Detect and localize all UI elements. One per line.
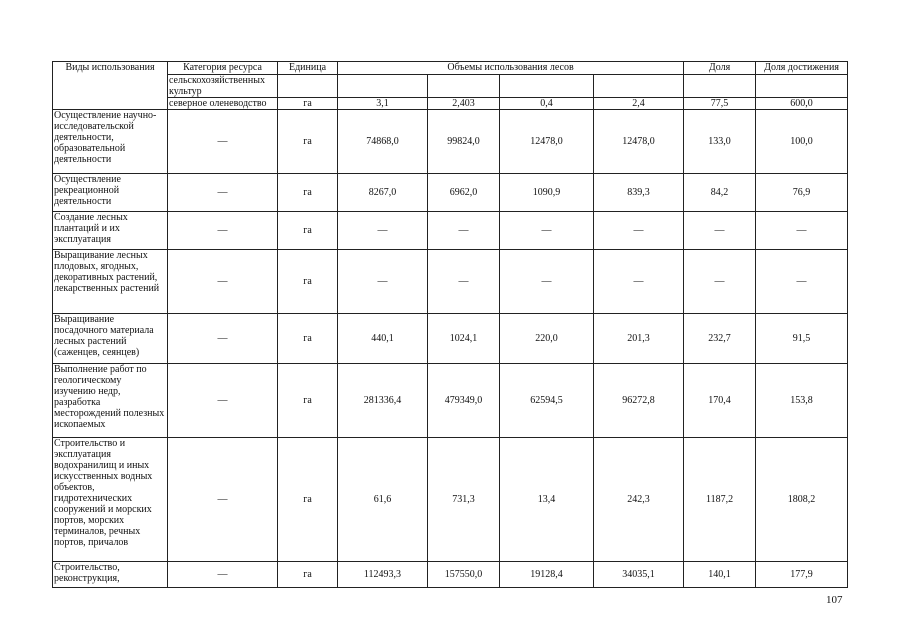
volume-cell: 99824,0: [428, 110, 500, 174]
achievement-cell: 177,9: [756, 562, 848, 588]
achievement-cell: —: [756, 250, 848, 314]
volume-cell: —: [338, 250, 428, 314]
share-cell: 140,1: [684, 562, 756, 588]
achievement-cell: 600,0: [756, 98, 848, 110]
table-row: [53, 250, 848, 314]
volume-cell: —: [500, 212, 594, 250]
header-row: [53, 62, 848, 75]
table-row: [53, 438, 848, 562]
unit-cell: га: [278, 250, 338, 314]
volume-cell: 281336,4: [338, 364, 428, 438]
usage-name: Выращивание посадочного материала лесных растений (саженцев, сеянцев): [53, 314, 168, 364]
subrow-agriculture: [53, 75, 848, 98]
table-row: [53, 174, 848, 212]
unit-cell: га: [278, 174, 338, 212]
share-cell: —: [684, 212, 756, 250]
share-cell: 1187,2: [684, 438, 756, 562]
empty-cell: [428, 75, 500, 98]
usage-name: Строительство, реконструкция,: [53, 562, 168, 588]
subrow-reindeer: [53, 98, 848, 110]
header-share: Доля: [684, 62, 756, 75]
volume-cell: 440,1: [338, 314, 428, 364]
volume-cell: 12478,0: [500, 110, 594, 174]
category-agriculture: сельскохозяйственных культур: [168, 75, 278, 98]
volume-cell: 1090,9: [500, 174, 594, 212]
volume-cell: 19128,4: [500, 562, 594, 588]
achievement-cell: —: [756, 212, 848, 250]
share-cell: 170,4: [684, 364, 756, 438]
category-cell: —: [168, 212, 278, 250]
volume-cell: 34035,1: [594, 562, 684, 588]
usage-name: Создание лесных плантаций и их эксплуатация: [53, 212, 168, 250]
volume-cell: 61,6: [338, 438, 428, 562]
volume-cell: —: [338, 212, 428, 250]
category-cell: —: [168, 174, 278, 212]
empty-cell: [594, 75, 684, 98]
header-achievement-share: Доля достижения: [756, 62, 848, 75]
unit-cell: га: [278, 98, 338, 110]
usage-name: Осуществление рекреационной деятельности: [53, 174, 168, 212]
usage-name: Строительство и эксплуатация водохранилищ и иных искусственных водных объектов, гидротехнических сооружений и морских портов, морских терминалов, речных портов, причалов: [53, 438, 168, 562]
volume-cell: 112493,3: [338, 562, 428, 588]
empty-cell: [684, 75, 756, 98]
header-unit: Единица: [278, 62, 338, 75]
empty-cell: [338, 75, 428, 98]
volume-cell: 242,3: [594, 438, 684, 562]
volume-cell: 479349,0: [428, 364, 500, 438]
table-row: [53, 110, 848, 174]
volume-cell: 731,3: [428, 438, 500, 562]
volume-cell: 3,1: [338, 98, 428, 110]
usage-name: Выполнение работ по геологическому изучению недр, разработка месторождений полезных ископаемых: [53, 364, 168, 438]
table-row: [53, 562, 848, 588]
volume-cell: 1024,1: [428, 314, 500, 364]
volume-cell: 157550,0: [428, 562, 500, 588]
volume-cell: —: [500, 250, 594, 314]
share-cell: 77,5: [684, 98, 756, 110]
volume-cell: —: [594, 212, 684, 250]
usage-name: Выращивание лесных плодовых, ягодных, декоративных растений, лекарственных растений: [53, 250, 168, 314]
header-volumes: Объемы использования лесов: [338, 62, 684, 75]
unit-cell: га: [278, 212, 338, 250]
page-number: 107: [826, 594, 843, 606]
share-cell: 232,7: [684, 314, 756, 364]
category-cell: —: [168, 438, 278, 562]
achievement-cell: 100,0: [756, 110, 848, 174]
empty-cell: [756, 75, 848, 98]
volume-cell: —: [428, 212, 500, 250]
volume-cell: 839,3: [594, 174, 684, 212]
achievement-cell: 153,8: [756, 364, 848, 438]
volume-cell: 13,4: [500, 438, 594, 562]
header-resource-category: Категория ресурса: [168, 62, 278, 75]
unit-cell: га: [278, 438, 338, 562]
volume-cell: 220,0: [500, 314, 594, 364]
category-cell: —: [168, 110, 278, 174]
share-cell: 133,0: [684, 110, 756, 174]
volume-cell: 2,403: [428, 98, 500, 110]
empty-cell: [500, 75, 594, 98]
volume-cell: 0,4: [500, 98, 594, 110]
share-cell: —: [684, 250, 756, 314]
volume-cell: —: [428, 250, 500, 314]
category-reindeer: северное оленеводство: [168, 98, 278, 110]
volume-cell: 201,3: [594, 314, 684, 364]
category-cell: —: [168, 364, 278, 438]
unit-cell: га: [278, 314, 338, 364]
achievement-cell: 91,5: [756, 314, 848, 364]
volume-cell: 12478,0: [594, 110, 684, 174]
volume-cell: 96272,8: [594, 364, 684, 438]
achievement-cell: 1808,2: [756, 438, 848, 562]
table-row: [53, 212, 848, 250]
table-row: [53, 364, 848, 438]
header-usage-type: Виды использования: [53, 62, 168, 110]
category-cell: —: [168, 314, 278, 364]
volume-cell: 62594,5: [500, 364, 594, 438]
volume-cell: —: [594, 250, 684, 314]
volume-cell: 6962,0: [428, 174, 500, 212]
volume-cell: 74868,0: [338, 110, 428, 174]
achievement-cell: 76,9: [756, 174, 848, 212]
volume-cell: 8267,0: [338, 174, 428, 212]
empty-cell: [278, 75, 338, 98]
share-cell: 84,2: [684, 174, 756, 212]
table-row: [53, 314, 848, 364]
forest-use-table: [52, 61, 848, 588]
unit-cell: га: [278, 364, 338, 438]
unit-cell: га: [278, 110, 338, 174]
volume-cell: 2,4: [594, 98, 684, 110]
usage-name: Осуществление научно-исследовательской деятельности, образовательной деятельности: [53, 110, 168, 174]
category-cell: —: [168, 562, 278, 588]
unit-cell: га: [278, 562, 338, 588]
category-cell: —: [168, 250, 278, 314]
